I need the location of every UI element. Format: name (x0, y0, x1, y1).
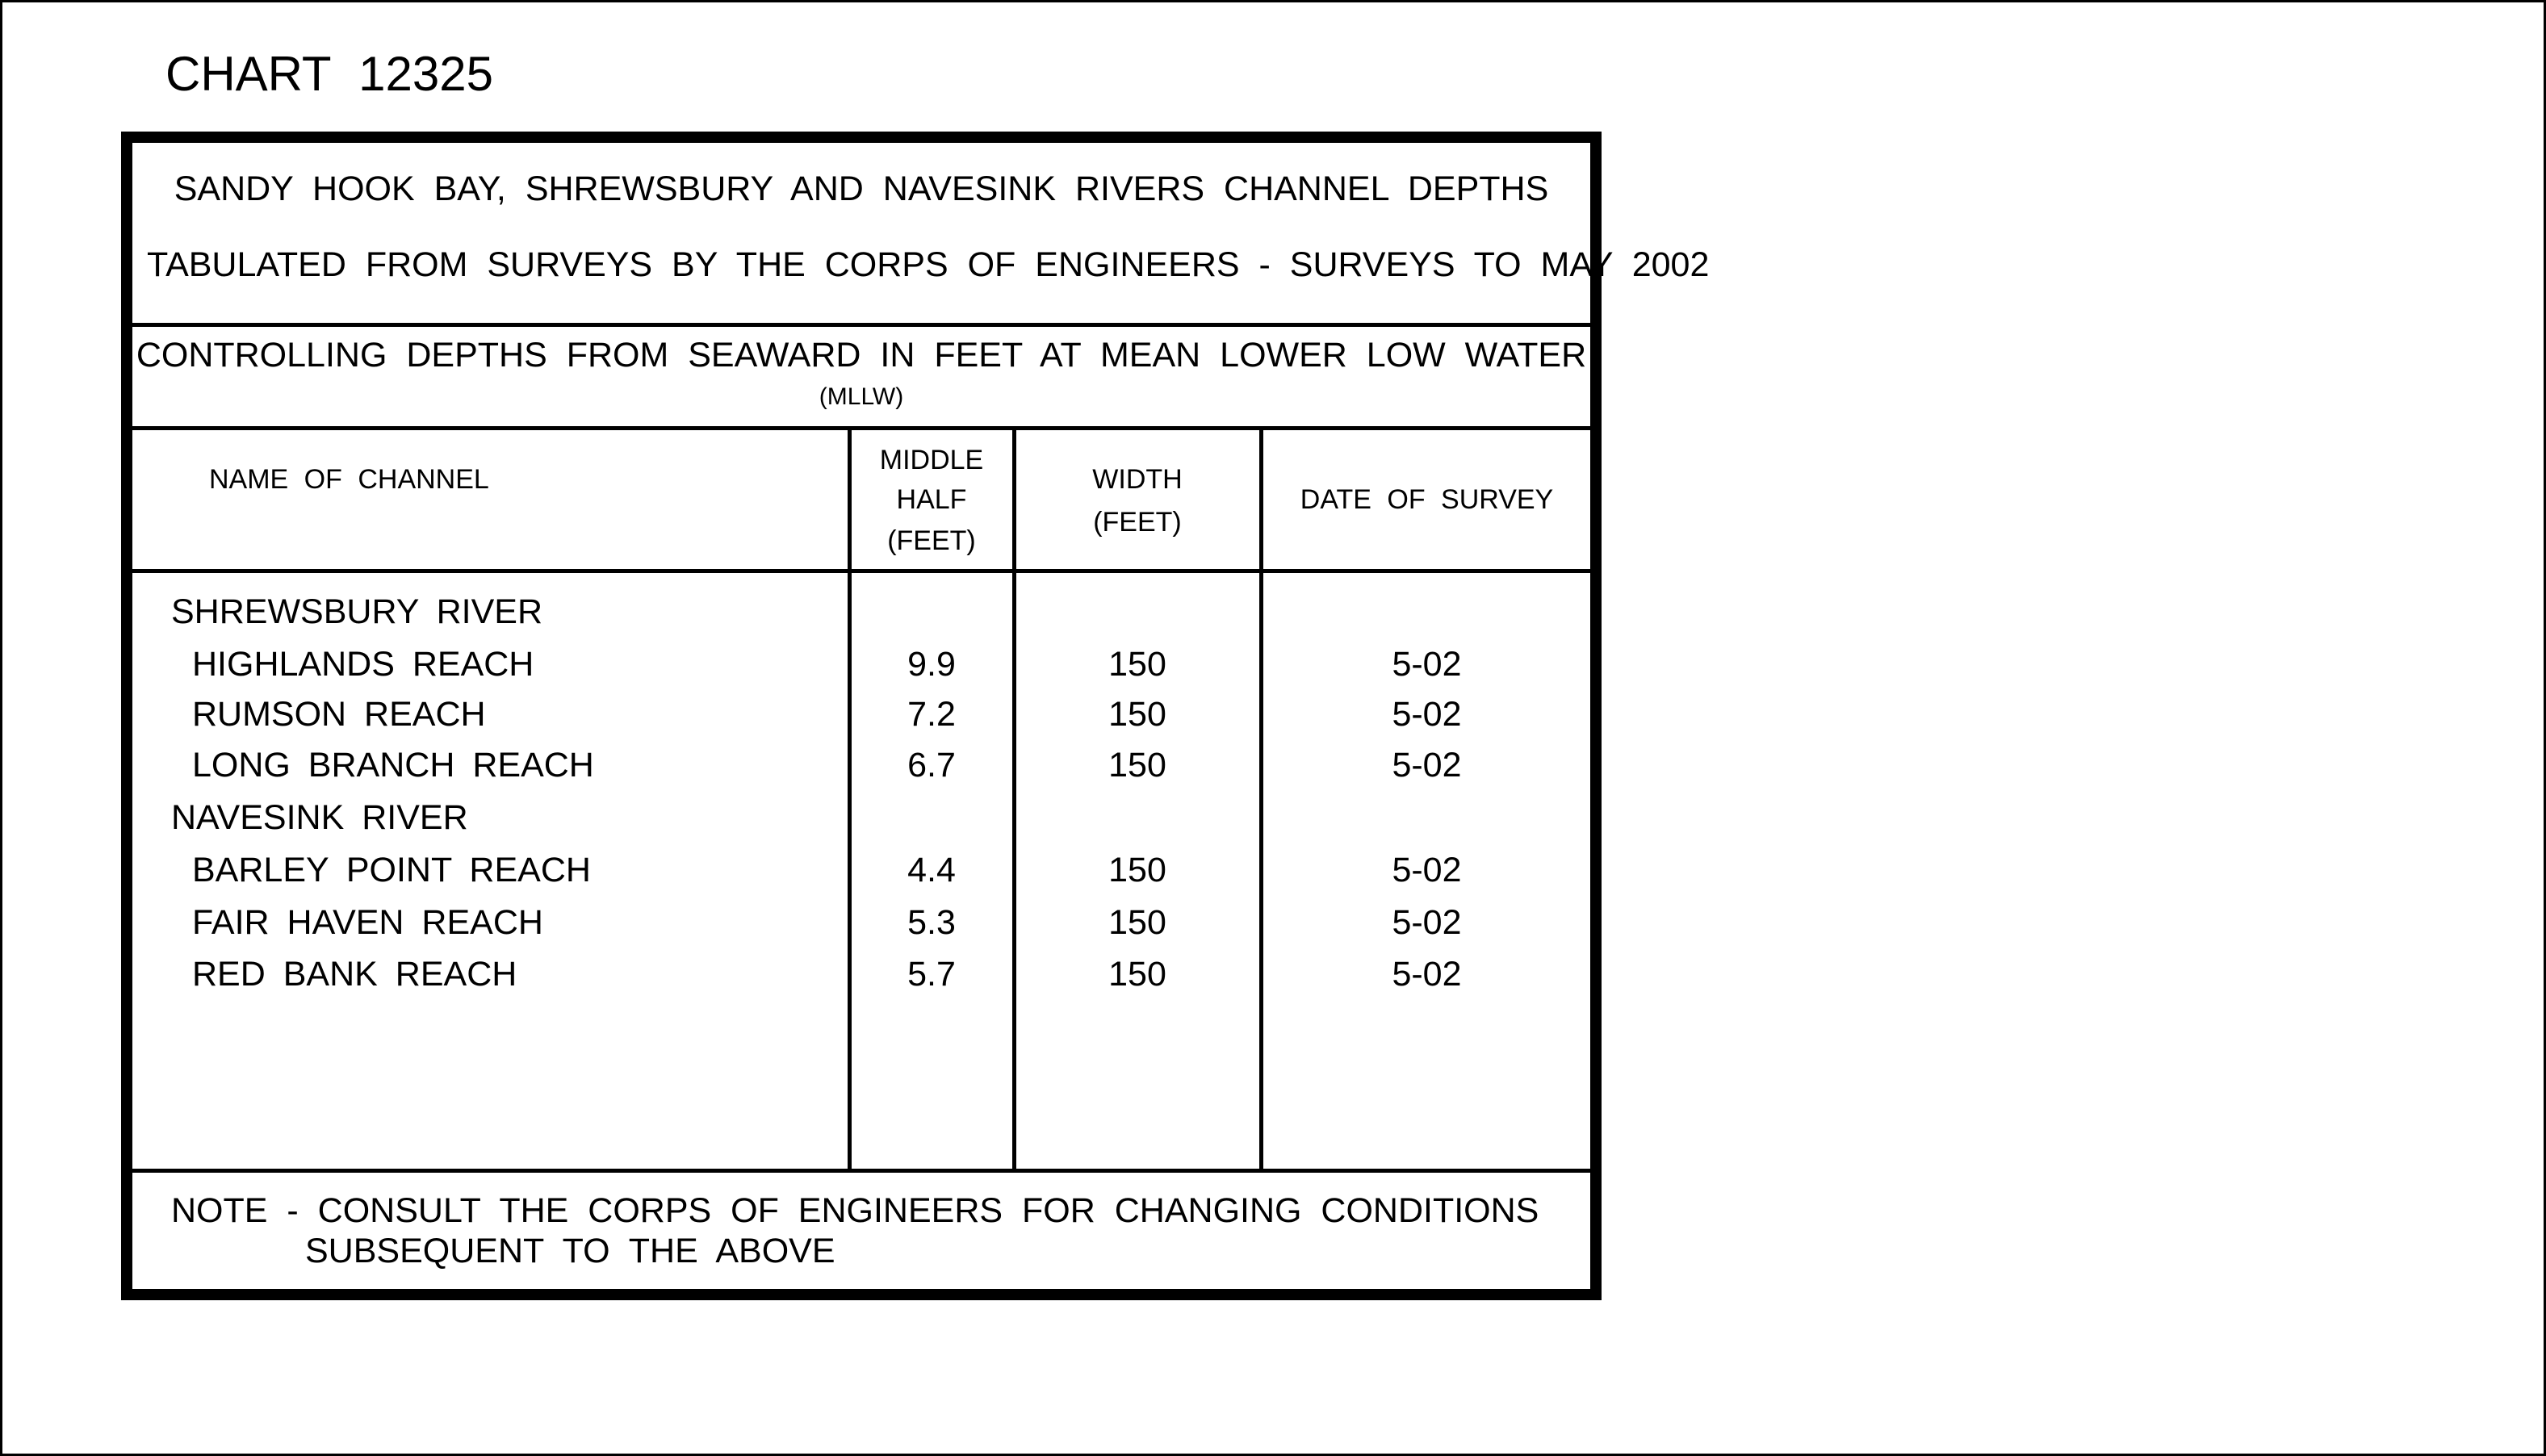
survey-date: 5-02 (1392, 955, 1462, 994)
note-line-1: NOTE - CONSULT THE CORPS OF ENGINEERS FOR CHANGING CONDITIONS (171, 1191, 1539, 1230)
channel-name: HIGHLANDS REACH (192, 645, 534, 684)
divider-below-depth-heading (132, 426, 1590, 430)
channel-name: BARLEY POINT REACH (192, 851, 591, 889)
channel-group-name: NAVESINK RIVER (171, 798, 468, 837)
channel-name: RED BANK REACH (192, 955, 517, 994)
column-header-date: DATE OF SURVEY (1300, 484, 1554, 515)
channel-width: 150 (1108, 695, 1166, 734)
table-title: SANDY HOOK BAY, SHREWSBURY AND NAVESINK RIVERS CHANNEL DEPTHS (174, 169, 1549, 208)
middle-half-depth: 5.7 (907, 955, 956, 994)
survey-date: 5-02 (1392, 851, 1462, 889)
divider-below-column-header (132, 569, 1590, 573)
middle-half-depth: 7.2 (907, 695, 956, 734)
column-header-name: NAME OF CHANNEL (209, 464, 489, 495)
survey-date: 5-02 (1392, 903, 1462, 942)
column-header-middle-line3: (FEET) (887, 525, 976, 556)
table-subtitle: TABULATED FROM SURVEYS BY THE CORPS OF ENGINEERS - SURVEYS TO MAY 2002 (147, 245, 1710, 284)
chart-number-label: CHART 12325 (165, 47, 494, 101)
channel-name: LONG BRANCH REACH (192, 746, 594, 784)
column-divider-1 (848, 427, 852, 1171)
note-line-2: SUBSEQUENT TO THE ABOVE (305, 1232, 835, 1270)
channel-depths-table (121, 132, 1710, 1300)
channel-name: RUMSON REACH (192, 695, 486, 734)
middle-half-depth: 5.3 (907, 903, 956, 942)
channel-width: 150 (1108, 851, 1166, 889)
channel-width: 150 (1108, 955, 1166, 994)
middle-half-depth: 9.9 (907, 645, 956, 684)
divider-below-title (132, 323, 1590, 327)
channel-group-name: SHREWSBURY RIVER (171, 592, 543, 631)
channel-width: 150 (1108, 903, 1166, 942)
channel-width: 150 (1108, 746, 1166, 784)
survey-date: 5-02 (1392, 645, 1462, 684)
divider-above-note (132, 1169, 1590, 1173)
column-divider-2 (1012, 427, 1016, 1171)
middle-half-depth: 6.7 (907, 746, 956, 784)
channel-width: 150 (1108, 645, 1166, 684)
depth-heading-abbrev: (MLLW) (819, 383, 904, 410)
column-header-middle-line2: HALF (896, 484, 967, 515)
column-divider-3 (1259, 427, 1263, 1171)
middle-half-depth: 4.4 (907, 851, 956, 889)
survey-date: 5-02 (1392, 695, 1462, 734)
survey-date: 5-02 (1392, 746, 1462, 784)
column-header-width-line2: (FEET) (1093, 507, 1182, 538)
depth-heading: CONTROLLING DEPTHS FROM SEAWARD IN FEET AT MEAN LOWER LOW WATER (136, 336, 1587, 374)
channel-name: FAIR HAVEN REACH (192, 903, 543, 942)
column-header-width-line1: WIDTH (1092, 464, 1183, 495)
column-header-middle-line1: MIDDLE (879, 445, 984, 475)
